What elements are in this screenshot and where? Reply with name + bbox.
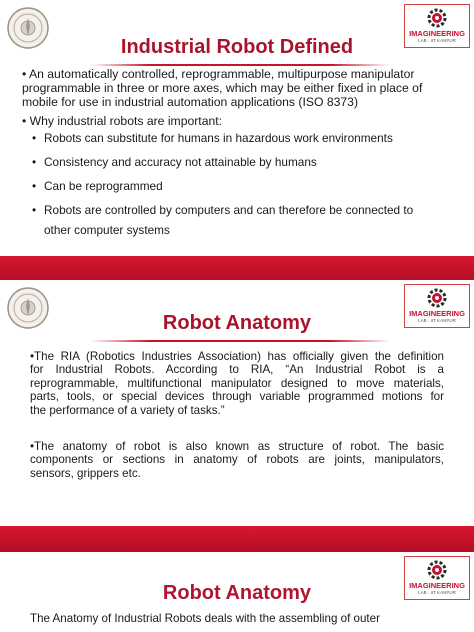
logo-sub-text: LAB · IIT KANPUR — [418, 590, 456, 595]
list-item: • Consistency and accuracy not attainable by humans — [32, 155, 452, 169]
logo-brand-text: IMAGINEERING — [409, 309, 465, 318]
definition-bullet — [22, 67, 452, 109]
logo-sub-text: LAB · IIT KANPUR — [418, 318, 456, 323]
paragraph-line: reprogrammable, multifunctional manipulator designed to move materials, — [30, 376, 444, 390]
paragraph-line: sensors, grippers etc. — [30, 466, 141, 480]
definition-line: mobile for use in industrial automation applications (ISO 8373) — [22, 95, 359, 109]
anatomy-intro-text: The Anatomy of Industrial Robots deals with the assembling of outer — [30, 612, 380, 625]
slide-robot-anatomy — [0, 280, 474, 528]
why-important-heading: • Why industrial robots are important: — [22, 114, 223, 128]
logo-brand-text: IMAGINEERING — [409, 581, 465, 590]
slide-industrial-robot-defined — [0, 0, 474, 258]
reasons-list — [32, 131, 452, 247]
slide-robot-anatomy-continued — [0, 552, 474, 632]
paragraph-line: parts, tools, or special devices through variable programmed motions for — [30, 390, 444, 404]
list-item: • Robots can substitute for humans in hazardous work environments — [32, 131, 452, 145]
logo-brand-text: IMAGINEERING — [409, 29, 465, 38]
list-item-line: other computer systems — [44, 223, 170, 237]
title-underline — [90, 340, 390, 342]
gear-robot-icon — [425, 558, 449, 582]
paragraph-line: •The anatomy of robot is also known as structure of robot. The basic — [30, 440, 444, 453]
slide-divider-band — [0, 256, 474, 282]
ria-definition-paragraph — [30, 350, 444, 417]
slide-title: Robot Anatomy — [162, 582, 312, 604]
list-item-line: Robots are controlled by computers and can therefore be connected to — [44, 203, 414, 217]
definition-line: programmable in three or more axes, which may be either fixed in place of — [22, 81, 423, 95]
list-item: • Can be reprogrammed — [32, 179, 452, 193]
paragraph-line: the performance of a variety of tasks.” — [30, 403, 225, 417]
slide-divider-band — [0, 526, 474, 554]
slide-title: Industrial Robot Defined — [120, 36, 354, 58]
paragraph-line: components or sections in anatomy of robots are joints, manipulators, — [30, 453, 444, 467]
logo-sub-text: LAB · IIT KANPUR — [418, 38, 456, 43]
gear-robot-icon — [425, 6, 449, 30]
anatomy-paragraph — [30, 440, 444, 480]
paragraph-line: •The RIA (Robotics Industries Association) has officially given the definition — [30, 350, 444, 363]
definition-line: • An automatically controlled, reprogrammable, multipurpose manipulator — [22, 67, 415, 81]
title-underline — [90, 64, 390, 66]
slide-title: Robot Anatomy — [162, 312, 312, 334]
gear-robot-icon — [425, 286, 449, 310]
imagineering-lab-logo — [404, 556, 470, 600]
paragraph-line: for Industrial Robots. According to RIA, “An Industrial Robot is a — [30, 363, 444, 377]
list-item — [32, 203, 452, 237]
